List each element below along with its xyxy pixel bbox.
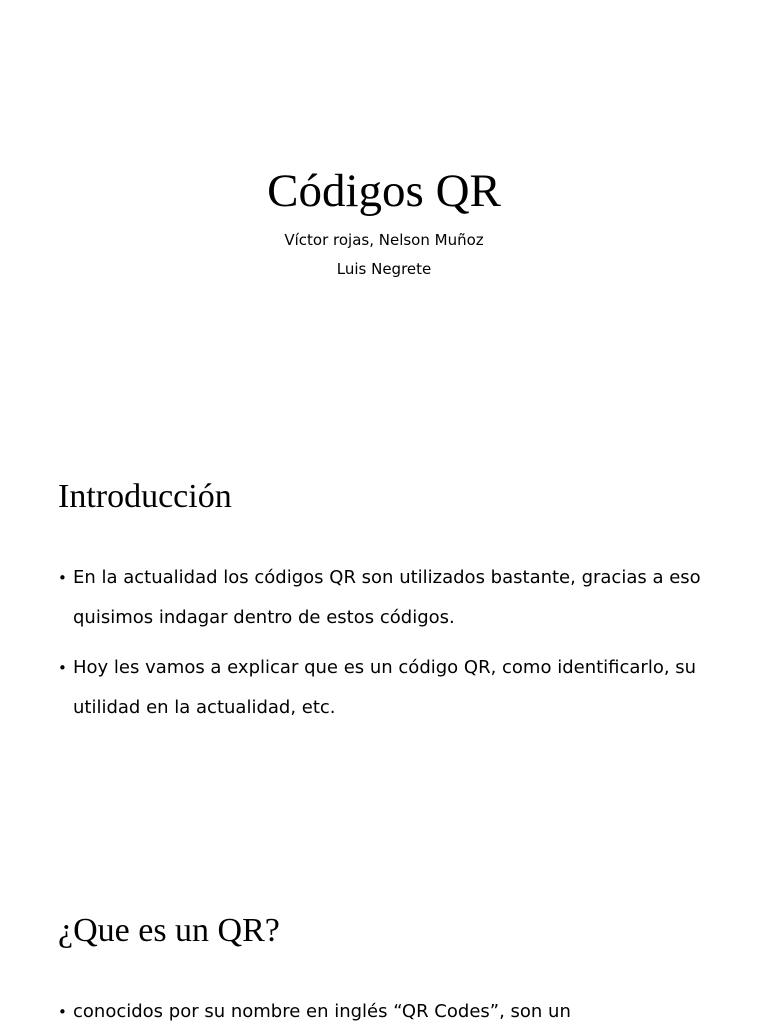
- authors-line-2: Luis Negrete: [336, 260, 432, 278]
- bullet-text: En la actualidad los códigos QR son utilizados bastante, gracias a eso quisimos indagar dentro de estos códigos.: [73, 567, 701, 628]
- bullet-list: [58, 992, 708, 1024]
- bullet-text: conocidos por su nombre en inglés “QR Codes”, son un: [73, 1001, 571, 1022]
- slide-heading: ¿Que es un QR?: [58, 912, 280, 949]
- bullet-text: Hoy les vamos a explicar que es un código QR, como identificarlo, su utilidad en la actualidad, etc.: [73, 657, 697, 718]
- slide-heading: Introducción: [58, 478, 232, 515]
- introduction-slide: [0, 432, 768, 864]
- presentation-title: Códigos QR: [267, 165, 501, 217]
- list-item: [58, 558, 708, 638]
- what-is-qr-slide: [0, 864, 768, 1024]
- title-slide: [0, 0, 768, 432]
- authors-line-1: Víctor rojas, Nelson Muñoz: [284, 231, 484, 249]
- bullet-list: [58, 558, 708, 738]
- bullet-icon: •: [58, 659, 67, 677]
- list-item: [58, 992, 708, 1024]
- list-item: [58, 648, 708, 728]
- bullet-icon: •: [58, 569, 67, 587]
- bullet-icon: •: [58, 1003, 67, 1021]
